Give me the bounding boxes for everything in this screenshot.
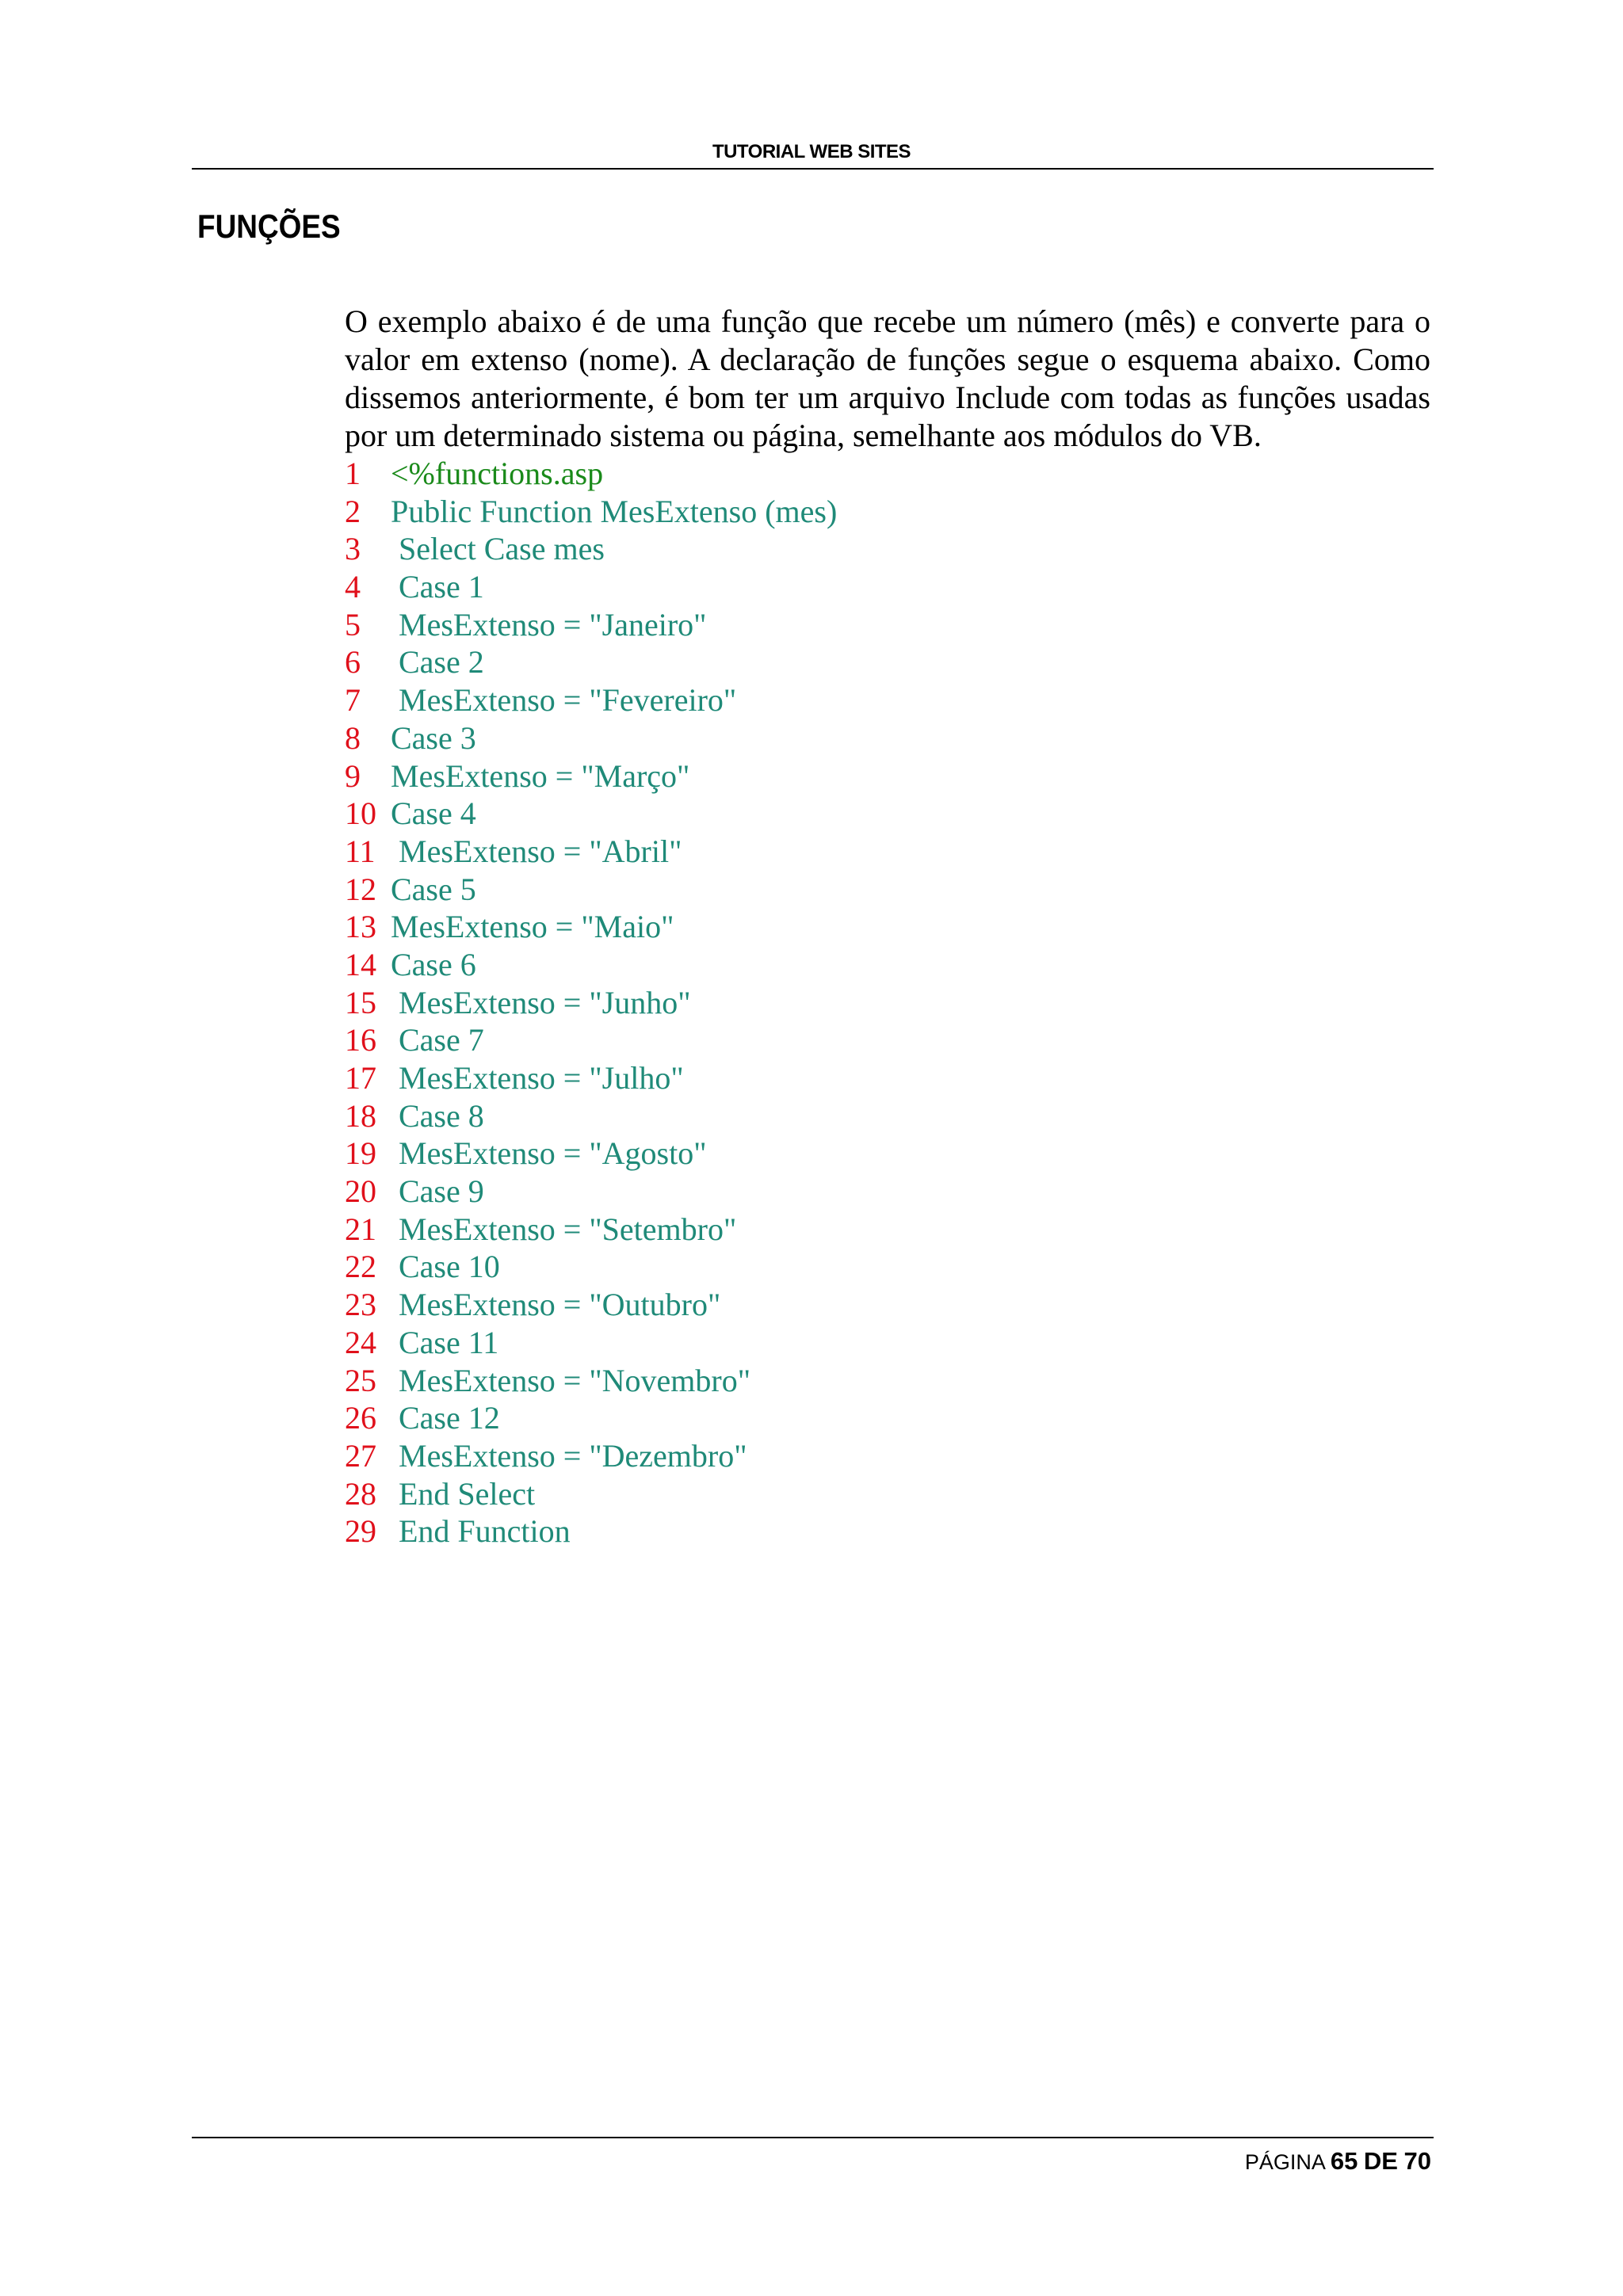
code-line bbox=[345, 681, 837, 719]
code-line-text: MesExtenso = "Abril" bbox=[391, 833, 682, 869]
page-label: PÁGINA bbox=[1244, 2150, 1325, 2174]
code-line-number: 19 bbox=[345, 1135, 376, 1172]
header-title: TUTORIAL WEB SITES bbox=[712, 141, 911, 162]
of-label: DE bbox=[1363, 2147, 1398, 2175]
code-line-text: MesExtenso = "Junho" bbox=[391, 984, 691, 1020]
code-line-text: MesExtenso = "Novembro" bbox=[391, 1362, 751, 1398]
code-line-number: 20 bbox=[345, 1173, 376, 1210]
code-line bbox=[345, 719, 837, 757]
code-line-text: MesExtenso = "Outubro" bbox=[391, 1287, 721, 1323]
code-line bbox=[345, 1324, 837, 1362]
code-line-number: 21 bbox=[345, 1211, 376, 1247]
total-pages: 70 bbox=[1403, 2147, 1431, 2175]
code-line bbox=[345, 1399, 837, 1437]
footer-rule bbox=[192, 2137, 1434, 2138]
code-line-text: Case 11 bbox=[391, 1324, 499, 1360]
code-line-text: <%functions.asp bbox=[391, 456, 604, 491]
code-line-number: 17 bbox=[345, 1060, 376, 1096]
code-line bbox=[345, 1475, 837, 1513]
code-line-text: Public Function MesExtenso (mes) bbox=[391, 493, 838, 529]
code-line-number: 2 bbox=[345, 493, 361, 529]
page-number: 65 bbox=[1330, 2147, 1358, 2175]
code-line-text: Case 6 bbox=[391, 946, 476, 982]
code-line bbox=[345, 1173, 837, 1211]
code-line bbox=[345, 606, 837, 644]
code-line-number: 16 bbox=[345, 1022, 376, 1058]
code-line bbox=[345, 795, 837, 833]
code-line bbox=[345, 493, 837, 531]
code-line-number: 14 bbox=[345, 946, 376, 982]
code-line bbox=[345, 455, 837, 493]
code-line-text: Case 5 bbox=[391, 871, 476, 907]
code-line-number: 12 bbox=[345, 871, 376, 907]
code-line bbox=[345, 1021, 837, 1059]
code-line-text: MesExtenso = "Maio" bbox=[391, 909, 674, 945]
code-line-number: 9 bbox=[345, 757, 361, 794]
code-line-number: 15 bbox=[345, 984, 376, 1020]
code-line-number: 28 bbox=[345, 1475, 376, 1512]
code-line-number: 26 bbox=[345, 1400, 376, 1436]
code-line-text: Case 1 bbox=[391, 569, 484, 605]
code-line-text: Case 2 bbox=[391, 644, 484, 681]
code-line bbox=[345, 833, 837, 871]
code-line-text: End Select bbox=[391, 1475, 536, 1512]
code-line-text: Case 8 bbox=[391, 1097, 484, 1134]
code-line bbox=[345, 1512, 837, 1550]
code-line-number: 1 bbox=[345, 456, 361, 491]
code-line bbox=[345, 1135, 837, 1173]
code-line bbox=[345, 1211, 837, 1249]
code-line-number: 29 bbox=[345, 1513, 376, 1550]
code-line-number: 8 bbox=[345, 719, 361, 756]
code-line-text: MesExtenso = "Março" bbox=[391, 757, 690, 794]
code-line-text: MesExtenso = "Setembro" bbox=[391, 1211, 737, 1247]
code-line bbox=[345, 984, 837, 1022]
code-line bbox=[345, 530, 837, 568]
code-line-number: 18 bbox=[345, 1097, 376, 1134]
code-line-text: MesExtenso = "Julho" bbox=[391, 1060, 684, 1096]
code-line-number: 7 bbox=[345, 682, 361, 719]
code-line-text: Select Case mes bbox=[391, 531, 605, 567]
code-line bbox=[345, 1286, 837, 1324]
code-line-number: 11 bbox=[345, 833, 376, 869]
code-line-text: Case 12 bbox=[391, 1400, 500, 1436]
code-line-number: 5 bbox=[345, 606, 361, 643]
code-line-text: Case 4 bbox=[391, 795, 476, 832]
header-rule bbox=[192, 168, 1434, 170]
code-line bbox=[345, 568, 837, 606]
code-line-text: MesExtenso = "Janeiro" bbox=[391, 606, 707, 643]
code-line-number: 6 bbox=[345, 644, 361, 681]
code-line bbox=[345, 1097, 837, 1135]
code-line bbox=[345, 1059, 837, 1097]
code-line-text: MesExtenso = "Agosto" bbox=[391, 1135, 707, 1172]
code-line-text: Case 10 bbox=[391, 1249, 500, 1285]
code-line-number: 27 bbox=[345, 1437, 376, 1474]
code-line-text: Case 7 bbox=[391, 1022, 484, 1058]
intro-paragraph: O exemplo abaixo é de uma função que recebe um número (mês) e converte para o valor em extenso (nome). A declaração de funções segue o esquema abaixo. Como dissemos anteriormente, é bom ter um arquivo Include com todas as funções usadas por um determinado sistema ou página, semelhante aos módulos do VB. bbox=[345, 303, 1430, 453]
code-line-number: 22 bbox=[345, 1249, 376, 1285]
page-footer bbox=[1245, 2147, 1431, 2176]
code-line bbox=[345, 871, 837, 909]
code-line-number: 24 bbox=[345, 1324, 376, 1360]
code-line-number: 4 bbox=[345, 569, 361, 605]
code-line bbox=[345, 1248, 837, 1286]
code-line-number: 10 bbox=[345, 795, 376, 832]
code-line bbox=[345, 1437, 837, 1475]
code-line bbox=[345, 908, 837, 946]
code-line bbox=[345, 1362, 837, 1400]
code-line bbox=[345, 946, 837, 984]
section-title: FUNÇÕES bbox=[197, 208, 341, 245]
code-line bbox=[345, 643, 837, 681]
code-line-number: 3 bbox=[345, 531, 361, 567]
code-line bbox=[345, 757, 837, 795]
code-line-number: 25 bbox=[345, 1362, 376, 1398]
code-line-text: Case 9 bbox=[391, 1173, 484, 1210]
code-listing bbox=[345, 455, 837, 1550]
code-line-number: 13 bbox=[345, 909, 376, 945]
code-line-text: MesExtenso = "Fevereiro" bbox=[391, 682, 737, 719]
code-line-number: 23 bbox=[345, 1287, 376, 1323]
code-line-text: End Function bbox=[391, 1513, 571, 1550]
code-line-text: Case 3 bbox=[391, 719, 476, 756]
code-line-text: MesExtenso = "Dezembro" bbox=[391, 1437, 747, 1474]
